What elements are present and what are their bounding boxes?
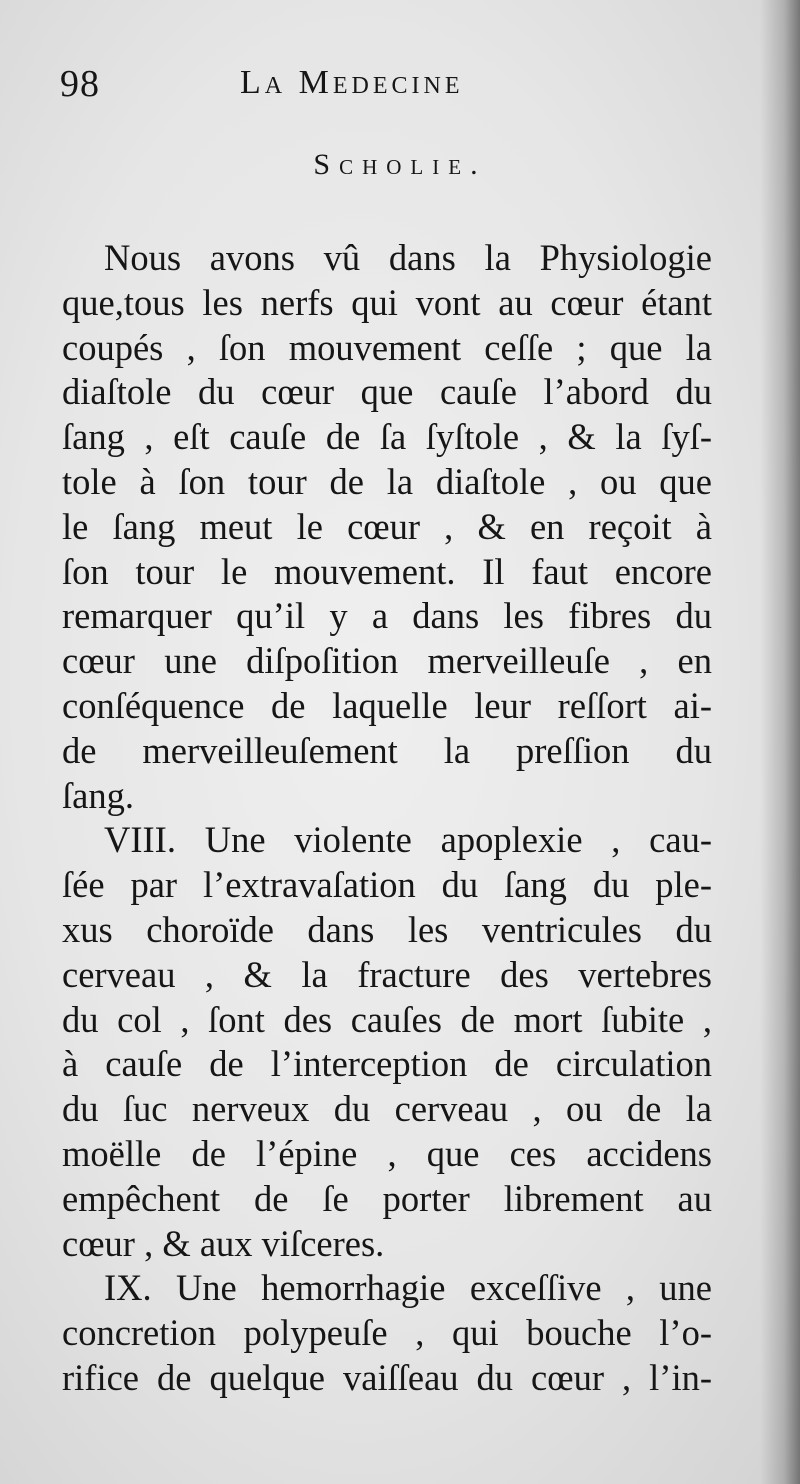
text-line: du ſuc nerveux du cerveau , ou de la (62, 1088, 712, 1130)
page-header (60, 62, 710, 112)
text-line: à cauſe de l’interception de circulation (62, 1043, 712, 1085)
text-line: ſée par l’extravaſation du ſang du ple- (62, 864, 712, 906)
text-line: VIII. Une violente apoplexie , cau- (104, 819, 712, 861)
text-line: rifice de quelque vaiſſeau du cœur , l’in- (62, 1356, 712, 1398)
text-line: que,tous les nerfs qui vont au cœur étant (62, 281, 712, 323)
text-line: conſéquence de laquelle leur reſſort ai- (62, 684, 712, 726)
text-line: le ſang meut le cœur , & en reçoit à (62, 505, 712, 547)
text-line: tole à ſon tour de la diaſtole , ou que (62, 460, 712, 502)
text-line: concretion polypeuſe , qui bouche l’o- (62, 1312, 712, 1354)
text-line: xus choroïde dans les ventricules du (62, 908, 712, 950)
text-line: coupés , ſon mouvement ceſſe ; que la (62, 326, 712, 368)
text-line: ſang , eſt cauſe de ſa ſyſtole , & la ſyſ- (62, 416, 712, 458)
text-line: IX. Une hemorrhagie exceſſive , une (104, 1267, 712, 1309)
text-line: cœur , & aux viſceres. (62, 1222, 385, 1264)
text-line: du col , ſont des cauſes de mort ſubite , (62, 998, 712, 1040)
body-text (62, 236, 712, 1401)
text-line: cerveau , & la fracture des vertebres (62, 953, 712, 995)
text-line: diaſtole du cœur que cauſe l’abord du (62, 371, 712, 413)
text-line: Nous avons vû dans la Physiologie (104, 237, 712, 278)
text-line: empêchent de ſe porter librement au (62, 1177, 712, 1219)
page-edge-shadow (760, 0, 800, 1484)
section-title: Scholie. (313, 148, 487, 181)
running-title: La Medecine (240, 64, 464, 101)
text-line: ſon tour le mouvement. Il faut encore (62, 550, 712, 592)
text-line: remarquer qu’il y a dans les fibres du (62, 595, 712, 637)
text-line: ſang. (62, 774, 134, 816)
text-line: de merveilleuſement la preſſion du (62, 729, 712, 771)
text-line: cœur une diſpoſition merveilleuſe , en (62, 640, 712, 682)
page-number: 98 (60, 63, 100, 105)
text-line: moëlle de l’épine , que ces accidens (62, 1132, 712, 1174)
